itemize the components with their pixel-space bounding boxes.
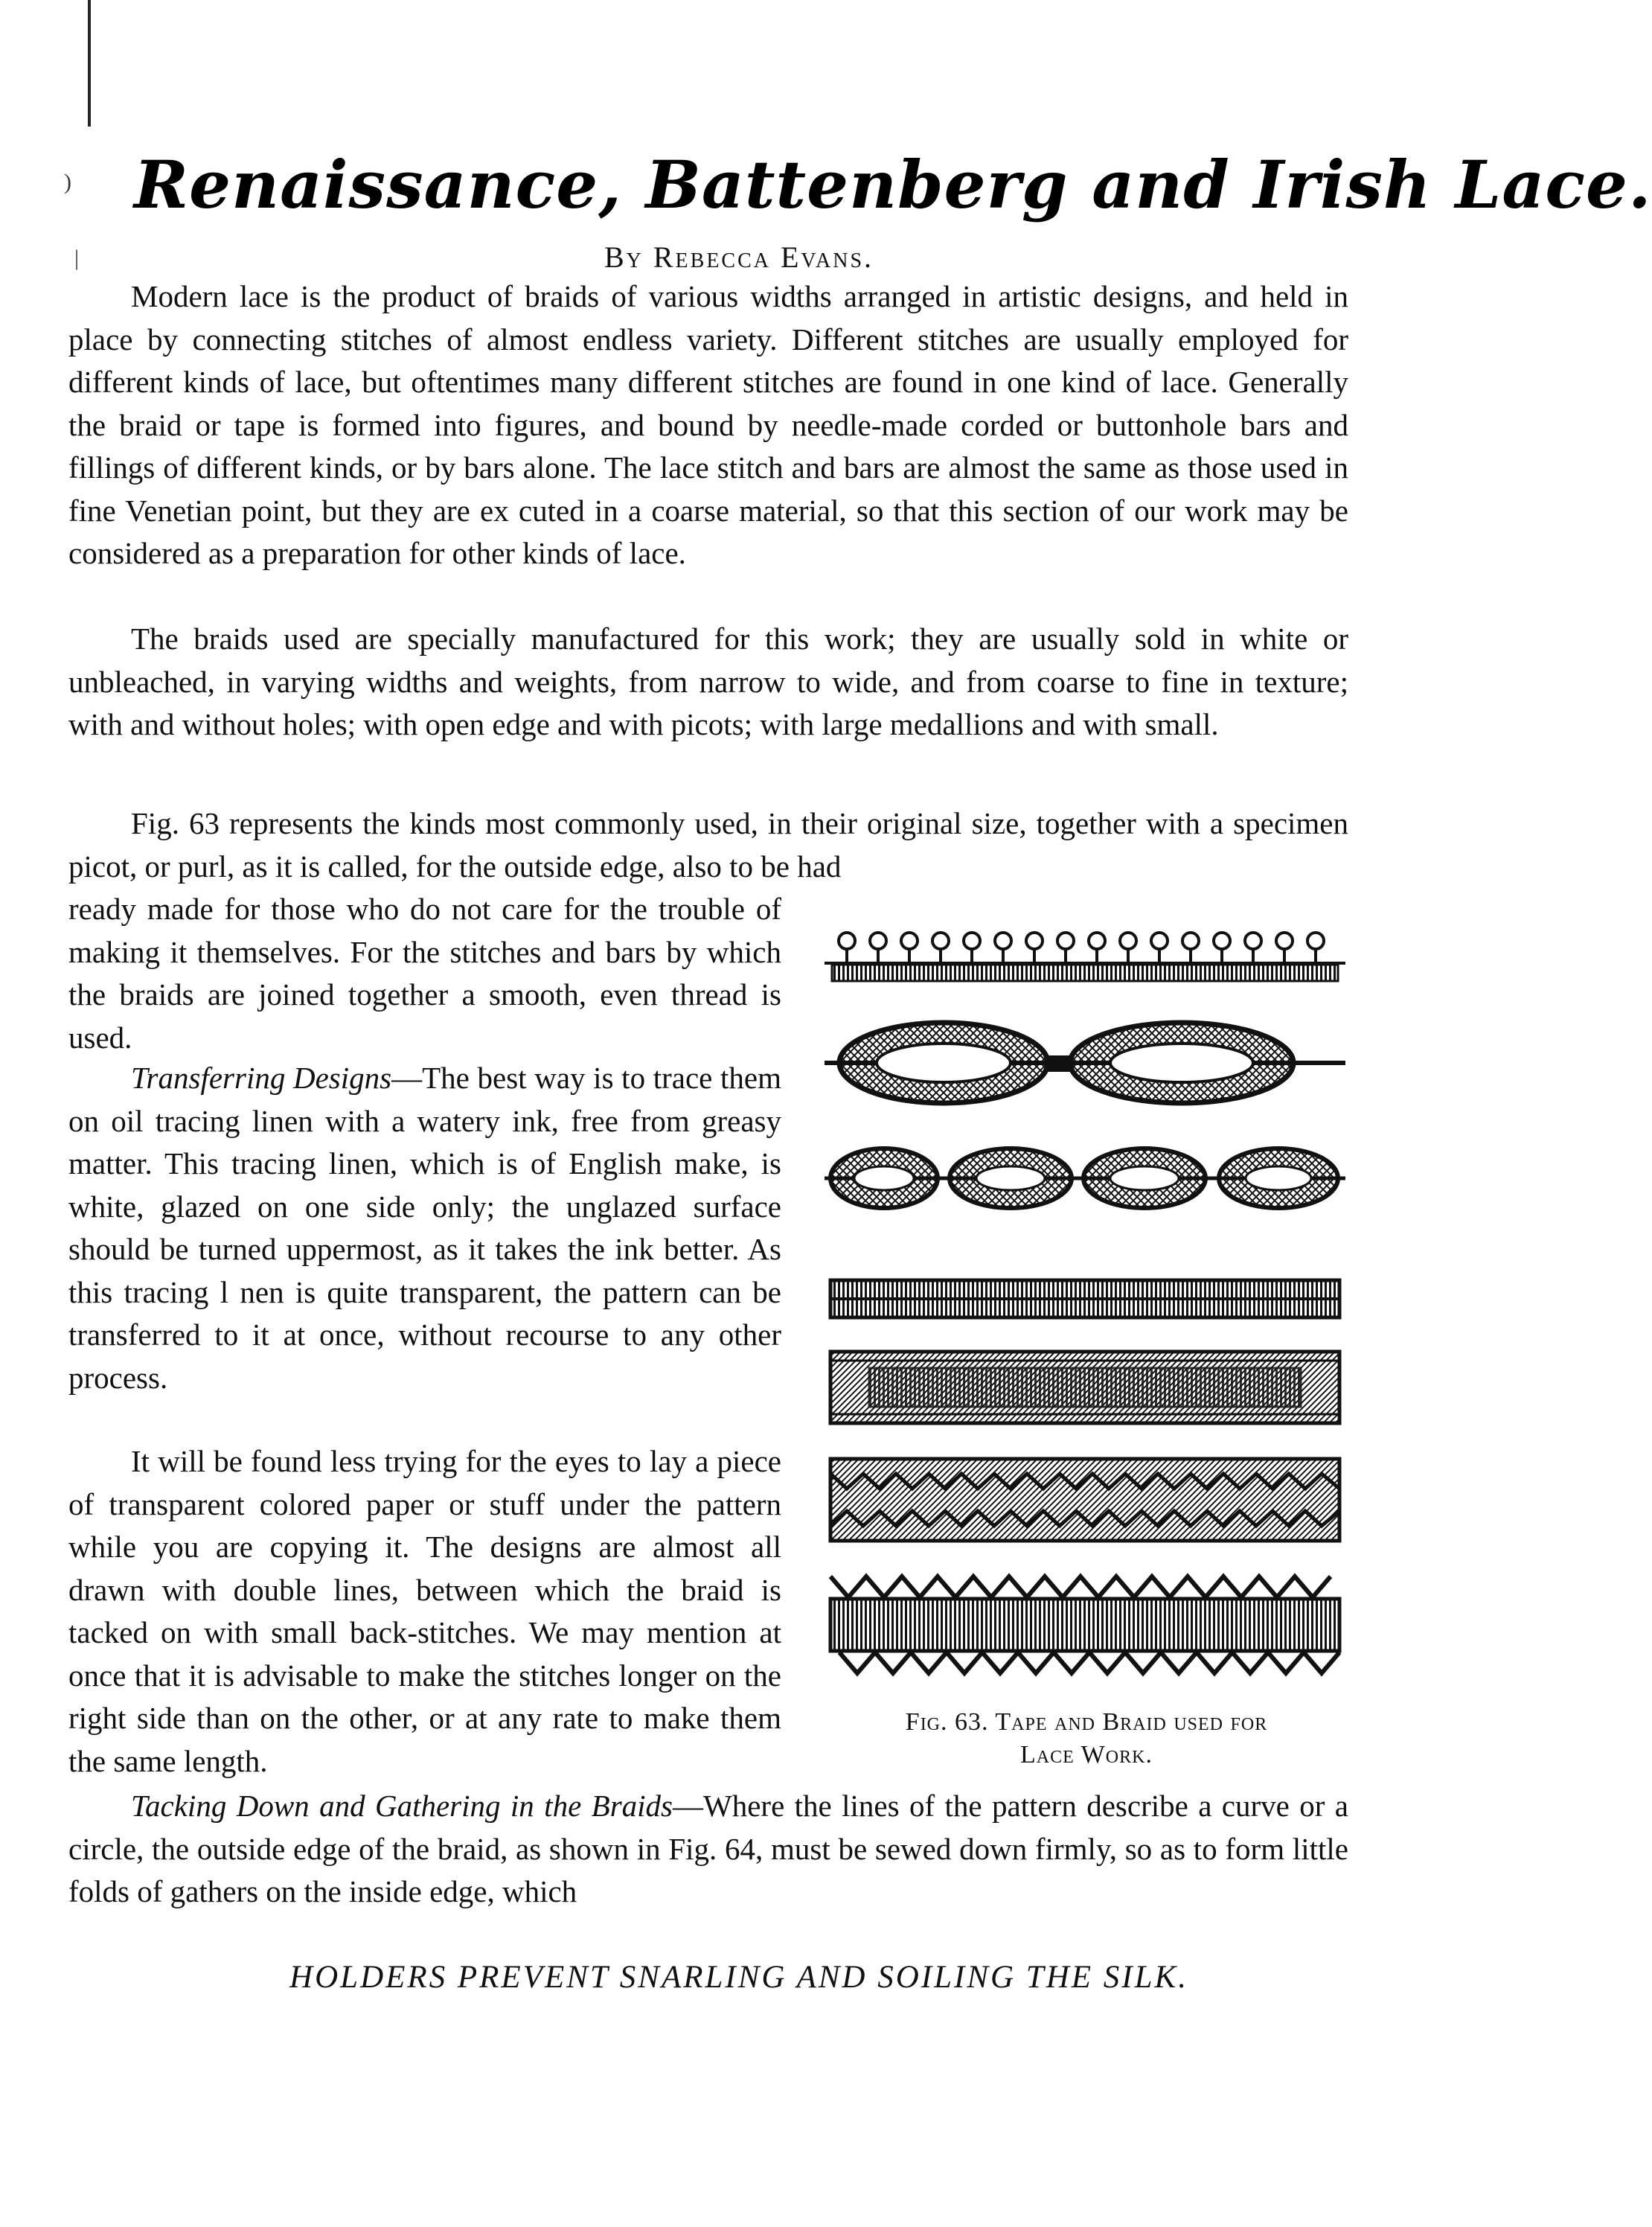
- scan-margin-rule: [88, 0, 91, 127]
- article-byline: By Rebecca Evans.: [604, 240, 874, 274]
- scan-margin-mark: ): [64, 170, 71, 194]
- paragraph-tacking: [68, 1785, 1348, 1914]
- paragraph-transferring-text: —The best way is to trace them on oil tracing linen with a watery ink, free from greasy matter. This tracing linen, which is of English make, is white, glazed on one side only; the unglazed surface should be turned uppermost, as it takes the ink better. As this tracing l nen is quite transparent, the pattern can be transferred to it at once, without recourse to any other process.: [68, 1061, 781, 1395]
- paragraph-intro: Modern lace is the product of braids of various widths arranged in artistic designs, and held in place by connecting stitches of almost endless variety. Different stitches are usually employed for different kinds of lace, but oftentimes many different stitches are found in one kind of lace. Generally the braid or tape is formed into figures, and bound by needle-made corded or buttonhole bars and fillings of different kinds, or by bars alone. The lace stitch and bars are almost the same as those used in fine Venetian point, but they are ex cuted in a coarse material, so that this section of our work may be considered as a preparation for other kinds of lace.: [68, 279, 1348, 570]
- braid-sample-medallion-narrow: [825, 1148, 1345, 1208]
- section-heading-tacking: Tacking Down and Gathering in the Braids: [131, 1789, 673, 1823]
- figure-caption-line1: Fig. 63. Tape and Braid used for: [905, 1708, 1268, 1736]
- figure-caption-line2: Lace Work.: [1020, 1741, 1153, 1768]
- paragraph-tacking-text: —Where the lines of the pattern describe a curve or a circle, the outside edge of the braid, as shown in Fig. 64, must be sewed down firmly, so as to form little folds of gathers on the inside edge, which: [68, 1789, 1348, 1908]
- braid-sample-open: [830, 1352, 1339, 1423]
- braid-sample-medallion-wide: [825, 1023, 1345, 1103]
- braid-sample-zigzag: [830, 1459, 1339, 1541]
- paragraph-eyes: It will be found less trying for the eyes to lay a piece of transparent colored paper or stuff under the pattern while you are copying it. The designs are almost all drawn with double lines, between which the braid is tacked on with small back-stitches. We may mention at once that it is advisable to make the stitches longer on the right side than on the other, or at any rate to make them the same length.: [68, 1444, 781, 1778]
- paragraph-fig63-column: ready made for those who do not care for the trouble of making it themselves. For the stitches and bars by which the braids are joined together a smooth, even thread is used.: [68, 892, 781, 1055]
- braid-sample-bar: [830, 1280, 1339, 1317]
- section-heading-transferring: Transferring Designs: [131, 1061, 392, 1095]
- figure-63-braids: [825, 921, 1345, 1700]
- paragraph-transferring: [68, 1057, 781, 1399]
- braid-illustration: [825, 921, 1345, 1700]
- braid-sample-picot: [825, 933, 1345, 981]
- paragraph-fig63-intro: Fig. 63 represents the kinds most commonly used, in their original size, together with a specimen picot, or purl, as it is called, for the outside edge, also to be had: [68, 806, 1348, 884]
- figure-caption: [819, 1706, 1354, 1771]
- page-footer-slogan: HOLDERS PREVENT SNARLING AND SOILING THE SILK.: [289, 1960, 1188, 1995]
- braid-sample-zigzag-holes: [830, 1576, 1339, 1673]
- article-title: Renaissance, Battenberg and Irish Lace.: [134, 146, 1652, 223]
- paragraph-braids: The braids used are specially manufactured for this work; they are usually sold in white or unbleached, in varying widths and weights, from narrow to wide, and from coarse to fine in texture; with and without holes; with open edge and with picots; with large medallions and with small.: [68, 622, 1348, 741]
- scan-margin-mark: |: [74, 246, 80, 270]
